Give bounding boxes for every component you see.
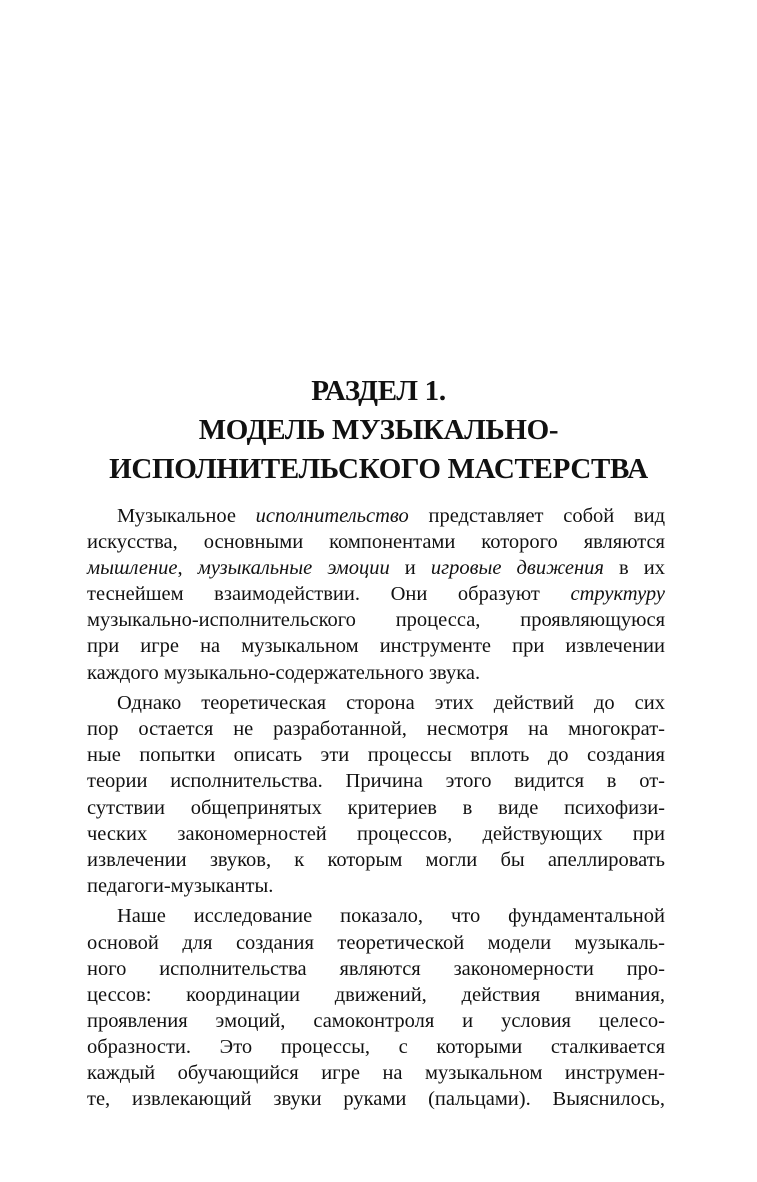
text-line: основой для создания теоретической модели музыкаль- <box>87 931 665 954</box>
section-heading <box>0 372 757 489</box>
text-line: теории исполнительства. Причина этого видится в от- <box>87 770 665 793</box>
heading-line-1: РАЗДЕЛ 1. <box>311 375 446 407</box>
text-line: Наше исследование показало, что фундаментальной <box>117 905 665 928</box>
paragraph-1 <box>87 503 665 686</box>
text-line: цессов: координации движений, действия внимания, <box>87 983 665 1006</box>
text-fragment: теснейшем взаимодействии. Они образуют <box>87 583 571 606</box>
text-fragment: в их <box>603 557 665 580</box>
text-line: при игре на музыкальном инструменте при извлечении <box>87 635 665 658</box>
italic-term: игровые движения <box>430 557 604 580</box>
text-line <box>87 555 665 581</box>
body-text <box>87 503 665 1117</box>
paragraph-3 <box>87 903 665 1112</box>
text-line: Однако теоретическая сторона этих действий до сих <box>117 692 665 715</box>
text-line: музыкально-исполнительского процесса, проявляющуюся <box>87 609 665 632</box>
italic-term: исполнительство <box>255 505 409 527</box>
text-line: искусства, основными компонентами которого являются <box>87 531 665 554</box>
text-line: каждого музыкально-содержательного звука. <box>87 661 481 684</box>
text-line <box>87 503 665 529</box>
italic-term: структуру <box>570 583 665 606</box>
text-fragment: представляет собой вид <box>408 505 666 527</box>
italic-term: музыкальные эмоции <box>197 557 390 580</box>
text-fragment: и <box>389 557 431 580</box>
text-line: те, извлекающий звуки руками (пальцами). Выяснилось, <box>87 1088 665 1111</box>
text-line: извлечении звуков, к которым могли бы апеллировать <box>87 848 665 871</box>
text-line: ные попытки описать эти процессы вплоть до создания <box>87 744 665 767</box>
italic-term: мышление <box>87 557 178 580</box>
text-line: проявления эмоций, самоконтроля и условия целесо- <box>87 1009 665 1032</box>
text-fragment: , <box>177 557 198 580</box>
text-line: образности. Это процессы, с которыми сталкивается <box>87 1035 665 1058</box>
heading-line-2: МОДЕЛЬ МУЗЫКАЛЬНО- <box>198 414 559 446</box>
text-line <box>87 581 665 607</box>
text-line: ческих закономерностей процессов, действующих при <box>87 822 665 845</box>
text-line: пор остается не разработанной, несмотря на многократ- <box>87 718 665 741</box>
text-line: каждый обучающийся игре на музыкальном инструмен- <box>87 1061 665 1084</box>
heading-line-3: ИСПОЛНИТЕЛЬСКОГО МАСТЕРСТВА <box>109 453 648 485</box>
text-line: сутствии общепринятых критериев в виде психофизи- <box>87 796 665 819</box>
paragraph-2 <box>87 690 665 899</box>
text-line: ного исполнительства являются закономерности про- <box>87 957 665 980</box>
text-line: педагоги-музыканты. <box>87 874 274 897</box>
text-fragment: Музыкальное <box>117 505 256 527</box>
